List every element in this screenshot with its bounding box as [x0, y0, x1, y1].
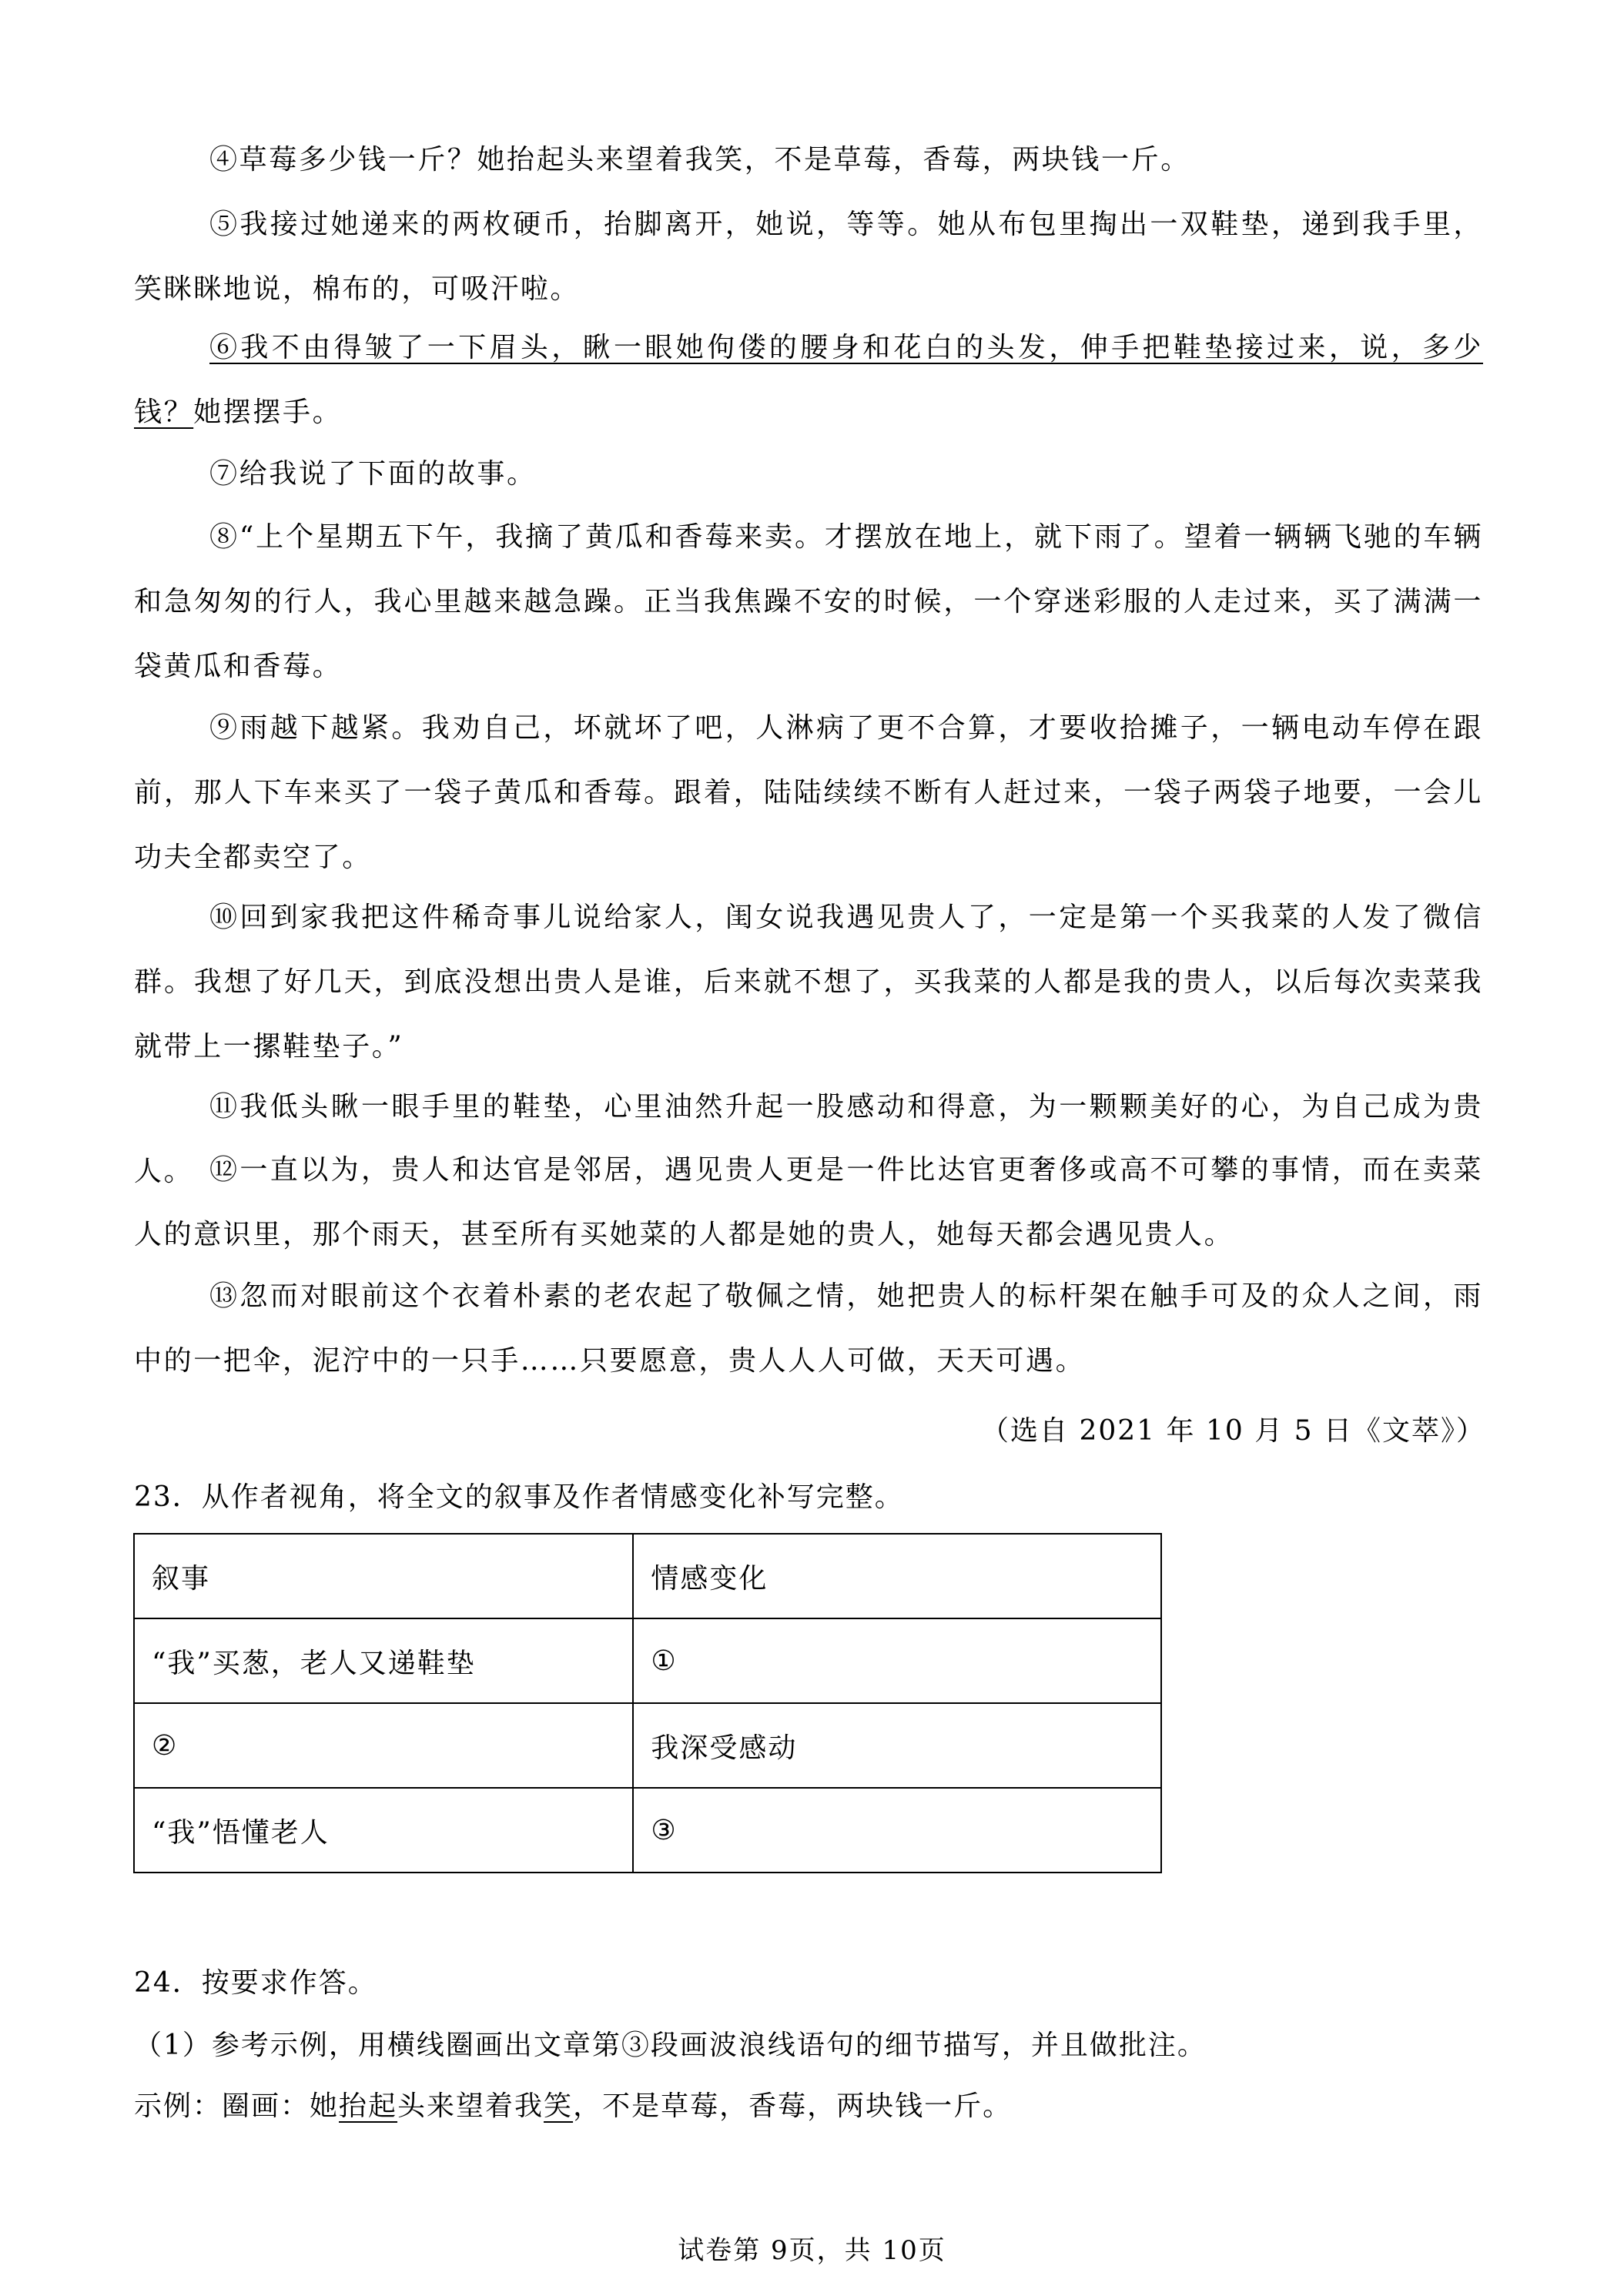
article-paragraph-12: ⑫一直以为，贵人和达官是邻居，遇见贵人更是一件比达官更奢侈或高不可攀的事情，而在卖菜人的意识里，那个雨天，甚至所有买她菜的人都是她的贵人，她每天都会遇见贵人。 — [134, 1154, 1483, 1250]
table-row — [134, 1703, 1161, 1788]
article-source: （选自 2021 年 10 月 5 日《文萃》） — [981, 1415, 1485, 1447]
article-paragraph-9: ⑨雨越下越紧。我劝自己，坏就坏了吧，人淋病了更不合算，才要收拾摊子，一辆电动车停在跟前，那人下车来买了一袋子黄瓜和香莓。跟着，陆陆续续不断有人赶过来，一袋子两袋子地要，一会儿功夫全都卖空了。 — [134, 712, 1483, 873]
article-paragraph-11: ⑪我低头瞅一眼手里的鞋垫，心里油然升起一股感动和得意，为一颗颗美好的心，为自己成为贵人。 — [134, 1091, 1483, 1187]
table-cell-narrative: “我”悟懂老人 — [134, 1788, 633, 1873]
question-23-prompt: 23．从作者视角，将全文的叙事及作者情感变化补写完整。 — [134, 1481, 904, 1513]
table-row — [134, 1618, 1161, 1703]
table-cell-emotion-blank[interactable]: ③ — [633, 1788, 1161, 1873]
question-24-example — [134, 2087, 1012, 2126]
table-row — [134, 1788, 1161, 1873]
example-underlined-1: 抬起 — [339, 2090, 398, 2122]
article-paragraph-10: ⑩回到家我把这件稀奇事儿说给家人，闺女说我遇见贵人了，一定是第一个买我菜的人发了微信群。我想了好几天，到底没想出贵人是谁，后来就不想了，买我菜的人都是我的贵人，以后每次卖菜我就带上一摞鞋垫子。” — [134, 902, 1483, 1063]
page-footer: 试卷第 9页，共 10页 — [678, 2235, 946, 2266]
article-paragraph-6 — [134, 316, 1483, 445]
article-paragraph-8: ⑧“上个星期五下午，我摘了黄瓜和香莓来卖。才摆放在地上，就下雨了。望着一辆辆飞驰的车辆和急匆匆的行人，我心里越来越急躁。正当我焦躁不安的时候，一个穿迷彩服的人走过来，买了满满一袋黄瓜和香莓。 — [134, 521, 1483, 682]
table-cell-narrative-blank[interactable]: ② — [134, 1703, 633, 1788]
paragraph-6-tail-text: 她摆摆手。 — [193, 397, 343, 428]
question-24-prompt: 24．按要求作答。 — [134, 1967, 377, 1999]
example-middle: 头来望着我 — [397, 2090, 544, 2122]
table-cell-emotion: 我深受感动 — [633, 1703, 1161, 1788]
question-23-table — [133, 1533, 1162, 1873]
article-paragraph-7: ⑦给我说了下面的故事。 — [209, 458, 537, 490]
table-header-narrative: 叙事 — [134, 1534, 633, 1618]
table-header-row — [134, 1534, 1161, 1618]
article-paragraph-5: ⑤我接过她递来的两枚硬币，抬脚离开，她说，等等。她从布包里掏出一双鞋垫，递到我手里，笑眯眯地说，棉布的，可吸汗啦。 — [134, 209, 1483, 305]
paragraph-6-underlined-text: ⑥我不由得皱了一下眉头，瞅一眼她佝偻的腰身和花白的头发，伸手把鞋垫接过来，说，多少钱？ — [134, 332, 1483, 428]
table-cell-emotion-blank[interactable]: ① — [633, 1618, 1161, 1703]
article-paragraph-4: ④草莓多少钱一斤？她抬起头来望着我笑，不是草莓，香莓，两块钱一斤。 — [209, 144, 1190, 176]
question-24-sub1: （1）参考示例，用横线圈画出文章第③段画波浪线语句的细节描写，并且做批注。 — [134, 2030, 1207, 2061]
table-header-emotion: 情感变化 — [633, 1534, 1161, 1618]
example-underlined-2: 笑 — [544, 2090, 574, 2122]
example-suffix: ，不是草莓，香莓，两块钱一斤。 — [573, 2090, 1013, 2122]
table-cell-narrative: “我”买葱，老人又递鞋垫 — [134, 1618, 633, 1703]
article-paragraph-13: ⑬忽而对眼前这个衣着朴素的老农起了敬佩之情，她把贵人的标杆架在触手可及的众人之间，雨中的一把伞，泥泞中的一只手……只要愿意，贵人人人可做，天天可遇。 — [134, 1280, 1483, 1377]
example-prefix: 示例：圈画：她 — [134, 2090, 340, 2122]
